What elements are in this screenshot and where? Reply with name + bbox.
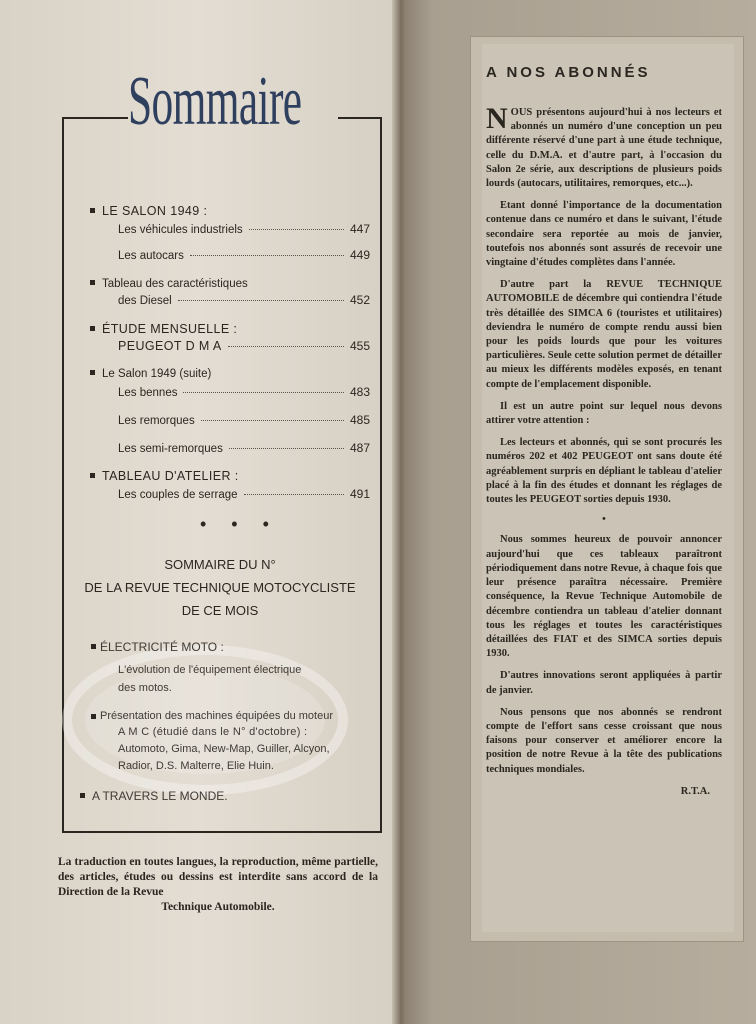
moto-item-line: L'évolution de l'équipement électrique [118, 664, 302, 676]
paragraph: Etant donné l'importance de la documentation contenue dans ce numéro et dans le suivant, l'étude secondaire sera reportée au mois de janvier, toutefois nos abonnés sont assurés de recevoir une vingtaine d'études complètes dans l'année. [486, 200, 722, 269]
paragraph: Nous sommes heureux de pouvoir annoncer aujourd'hui que ces tableaux paraîtront périodiquement dans notre Revue, à chaque fois que leur présence paraîtra nécessaire. Première conséquence, la Revue Technique Automobile de décembre contiendra un tableau d'atelier donnant tous les réglages et toutes les caractéristiques détaillées des FIAT et des SIMCA sorties depuis 1930. [486, 534, 722, 660]
bullet-icon [91, 714, 96, 719]
copyright-line: La traduction en toutes langues, la reproduction, [58, 856, 299, 868]
moto-item-monde[interactable]: A TRAVERS LE MONDE. [92, 789, 228, 803]
moto-summary-heading [70, 553, 370, 622]
leader-dots [201, 420, 344, 421]
moto-item-line: des motos. [118, 682, 172, 694]
paragraph-text: OUS présentons aujourd'hui à nos lecteurs et abonnés un numéro d'une conception un peu différente réservé d'une part à une étude technique, celle du D.M.A. et d'autre part, à l'occasion du Salon 2e série, aux descriptions de plusieurs poids lourds (autocars, utilitaires, remorques, etc...). [486, 107, 722, 190]
toc-entry[interactable] [118, 248, 370, 262]
toc-label: Les semi-remorques [118, 443, 223, 455]
toc-entry[interactable] [118, 413, 370, 427]
heading-line: SOMMAIRE DU N° [164, 557, 276, 572]
paragraph: D'autres innovations seront appliquées à partir de janvier. [486, 670, 722, 696]
bullet-icon [80, 793, 85, 798]
leader-dots [229, 448, 344, 449]
toc-page: 452 [349, 293, 370, 307]
toc-page: 483 [349, 385, 370, 399]
toc-entry[interactable] [118, 385, 370, 399]
toc-section-etude[interactable] [90, 322, 360, 336]
toc-label: Les autocars [118, 250, 184, 262]
bullet-icon [90, 280, 95, 285]
subscribers-title: A NOS ABONNÉS [486, 64, 651, 81]
toc-entry[interactable] [118, 222, 370, 236]
bullet-icon [90, 208, 95, 213]
paragraph: Nous pensons que nos abonnés se rendront compte de l'effort sans cesse croissant que nous faisons pour conserver et améliorer encore la position de notre Revue à la tête des publications techniques mondiales. [486, 706, 722, 775]
leader-dots [244, 494, 344, 495]
toc-page: 455 [349, 339, 370, 353]
moto-item-line: Radior, D.S. Malterre, Elie Huin. [118, 760, 274, 772]
toc-label: Les couples de serrage [118, 489, 238, 501]
bullet-icon [91, 644, 96, 649]
toc-section-atelier[interactable] [90, 469, 360, 483]
toc-label: TABLEAU D'ATELIER : [102, 469, 239, 483]
toc-label: Les bennes [118, 387, 178, 399]
leader-dots [228, 346, 344, 347]
toc-section-tableau[interactable] [90, 278, 360, 290]
copyright-notice [58, 855, 378, 915]
leader-dots [183, 392, 344, 393]
leader-dots [249, 229, 344, 230]
frame-top-right [338, 117, 380, 119]
toc-label: LE SALON 1949 : [102, 204, 208, 218]
subscribers-text [486, 102, 722, 799]
bullet-icon [90, 473, 95, 478]
separator-dot: • [602, 514, 606, 526]
leader-dots [190, 255, 344, 256]
copyright-line: interdite sans accord de la Direction de la Revue [58, 871, 379, 898]
paragraph: Les lecteurs et abonnés, qui se sont procurés les numéros 202 et 402 PEUGEOT ont sans doute été agréablement surpris en dépliant le tableau d'atelier placé à la fin des études et donnant les réglages de toutes les PEUGEOT sorties depuis 1930. [486, 437, 722, 506]
toc-entry[interactable] [118, 339, 370, 353]
paragraph: Il est un autre point sur lequel nous devons attirer votre attention : [486, 400, 722, 427]
paragraph [486, 102, 722, 191]
sommaire-title: Sommaire [128, 63, 302, 140]
toc-page: 487 [349, 441, 370, 455]
toc-page: 491 [349, 487, 370, 501]
moto-item-electricite[interactable]: ÉLECTRICITÉ MOTO : [100, 640, 224, 654]
toc-entry[interactable] [118, 293, 370, 307]
toc-label: Tableau des caractéristiques [102, 278, 248, 290]
toc-label: Les véhicules industriels [118, 224, 243, 236]
toc-entry[interactable] [118, 441, 370, 455]
leader-dots [178, 300, 344, 301]
toc-label: PEUGEOT D M A [118, 339, 222, 353]
paragraph: D'autre part la REVUE TECHNIQUE AUTOMOBILE de décembre qui contiendra l'étude très détaillée des SIMCA 6 (touristes et utilitaires) deviendra le numéro de compte rendu aussi bien pour les poids lourds que pour les voitures particulières. Seule cette solution permet de détailler au mieux les différents modèles exposés, en tenant compte de l'emplacement disponible. [486, 279, 722, 390]
drop-cap: N [486, 102, 508, 135]
moto-item-presentation[interactable]: Présentation des machines équipées du moteur [100, 710, 333, 722]
toc-page: 485 [349, 413, 370, 427]
toc-label: Le Salon 1949 (suite) [102, 368, 212, 380]
moto-item-line: A M C (étudié dans le N° d'octobre) : [118, 726, 308, 738]
toc-label: Les remorques [118, 415, 195, 427]
separator-dots: • • • [200, 514, 279, 534]
toc-section-salon-suite[interactable] [90, 368, 360, 380]
signature: R.T.A. [680, 785, 710, 797]
bullet-icon [90, 326, 95, 331]
moto-item-line: Automoto, Gima, New-Map, Guiller, Alcyon, [118, 743, 330, 755]
toc-page: 449 [349, 248, 370, 262]
copyright-line: Technique Automobile. [161, 901, 275, 913]
heading-line: DE LA REVUE TECHNIQUE MOTOCYCLISTE [84, 580, 356, 595]
heading-line: DE CE MOIS [181, 603, 259, 618]
toc-page: 447 [349, 222, 370, 236]
toc-entry[interactable] [118, 487, 370, 501]
toc-label: des Diesel [118, 295, 172, 307]
bullet-icon [90, 370, 95, 375]
toc-label: ÉTUDE MENSUELLE : [102, 322, 238, 336]
copyright-line: même partielle, des articles, études ou dessins est [58, 856, 378, 883]
toc-section-salon[interactable] [90, 204, 360, 218]
frame-top-left [62, 117, 128, 119]
